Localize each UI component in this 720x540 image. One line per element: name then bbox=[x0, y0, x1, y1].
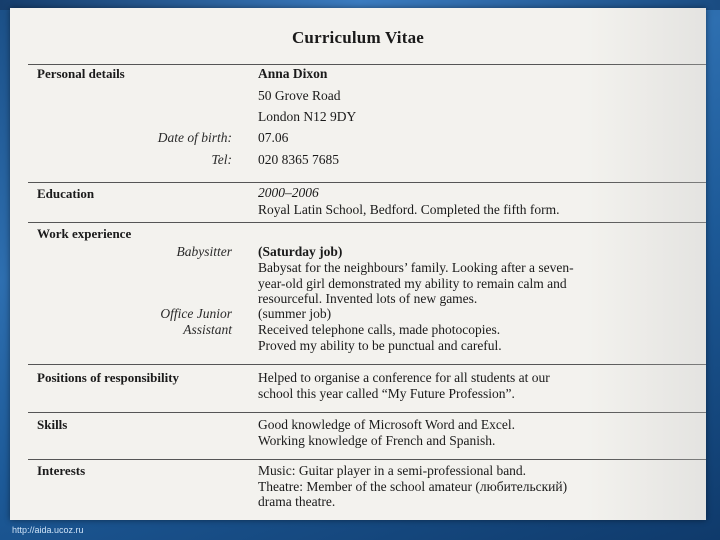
cv-document bbox=[10, 8, 706, 520]
job-title-line: Assistant bbox=[183, 322, 232, 337]
address-line-2: London N12 9DY bbox=[258, 109, 357, 124]
source-url-caption: http://aida.ucoz.ru bbox=[12, 525, 84, 535]
job-description bbox=[258, 322, 698, 353]
education-years: 2000–2006 bbox=[258, 185, 319, 200]
positions-line: school this year called “My Future Profession”. bbox=[258, 385, 515, 401]
section-divider bbox=[28, 364, 706, 365]
job-description-line: resourceful. Invented lots of new games. bbox=[258, 291, 478, 306]
interests-text bbox=[258, 463, 698, 510]
section-divider bbox=[28, 182, 706, 183]
job-type: (Saturday job) bbox=[258, 244, 343, 259]
skills-text bbox=[258, 417, 698, 448]
tel-label: Tel: bbox=[211, 152, 232, 167]
section-divider bbox=[28, 222, 706, 223]
job-type: (summer job) bbox=[258, 306, 332, 321]
job-title-line: Office Junior bbox=[160, 306, 232, 321]
section-divider bbox=[28, 459, 706, 460]
interests-line: Music: Guitar player in a semi-professional band. bbox=[258, 463, 527, 478]
job-title-babysitter: Babysitter bbox=[176, 244, 232, 259]
section-heading-skills: Skills bbox=[37, 417, 68, 432]
section-heading-education: Education bbox=[37, 186, 95, 201]
job-description-line: Received telephone calls, made photocopies. bbox=[258, 322, 501, 337]
interests-line: Theatre: Member of the school amateur (любительский) bbox=[258, 478, 568, 494]
skills-line: Good knowledge of Microsoft Word and Excel. bbox=[258, 417, 515, 432]
dob-label: Date of birth: bbox=[157, 130, 232, 145]
positions-text bbox=[258, 370, 698, 401]
section-heading-interests: Interests bbox=[37, 463, 86, 478]
section-heading-positions: Positions of responsibility bbox=[37, 370, 180, 385]
job-description-line: Proved my ability to be punctual and careful. bbox=[258, 337, 502, 353]
skills-line: Working knowledge of French and Spanish. bbox=[258, 432, 496, 448]
job-title-office-junior bbox=[12, 306, 232, 338]
dob-value: 07.06 bbox=[258, 130, 289, 145]
job-description bbox=[258, 260, 698, 307]
job-description-line: year-old girl demonstrated my ability to remain calm and bbox=[258, 275, 567, 291]
section-divider bbox=[28, 412, 706, 413]
tel-value: 020 8365 7685 bbox=[258, 152, 339, 167]
education-detail: Royal Latin School, Bedford. Completed the fifth form. bbox=[258, 202, 560, 217]
full-name: Anna Dixon bbox=[258, 66, 328, 81]
section-divider bbox=[28, 64, 706, 65]
job-description-line: Babysat for the neighbours’ family. Looking after a seven- bbox=[258, 260, 574, 275]
positions-line: Helped to organise a conference for all students at our bbox=[258, 370, 550, 385]
interests-line: drama theatre. bbox=[258, 494, 336, 509]
address-line-1: 50 Grove Road bbox=[258, 88, 341, 103]
section-heading-personal: Personal details bbox=[37, 66, 125, 81]
section-heading-work: Work experience bbox=[37, 226, 132, 241]
document-title: Curriculum Vitae bbox=[291, 28, 425, 47]
